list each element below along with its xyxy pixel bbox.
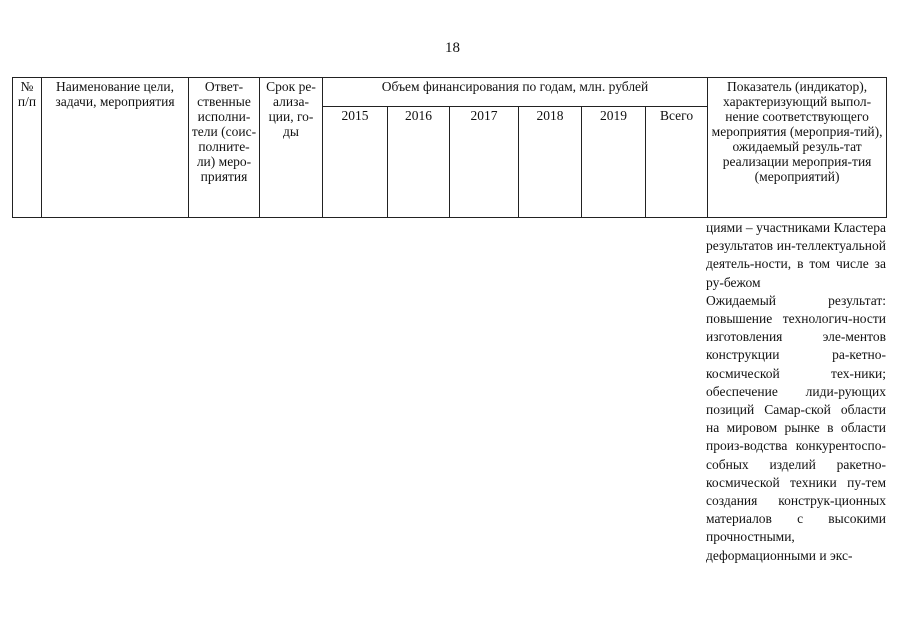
continuation-paragraph-1: циями – участниками Кластера результатов ин-теллектуальной деятель-ности, в том числе за ру-бежом <box>706 220 886 290</box>
year-2018-header: 2018 <box>519 107 582 218</box>
col-funding-header: Объем финансирования по годам, млн. рублей <box>323 78 708 107</box>
page-number: 18 <box>445 40 460 56</box>
col-name-header: Наименование цели, задачи, мероприятия <box>42 78 189 218</box>
col-executors-header: Ответ-ственные исполни-тели (соис-полните-ли) меро-приятия <box>189 78 260 218</box>
col-term-header: Срок ре-ализа-ции, го-ды <box>260 78 323 218</box>
total-header: Всего <box>646 107 708 218</box>
indicator-continuation <box>706 219 886 565</box>
col-indicator-header: Показатель (индикатор), характеризующий выпол-нение соответствующего мероприятия (мероприя-тий), ожидаемый резуль-тат реализации мероприя-тия (мероприятий) <box>708 78 887 218</box>
year-2016-header: 2016 <box>388 107 450 218</box>
year-2017-header: 2017 <box>450 107 519 218</box>
year-2015-header: 2015 <box>323 107 388 218</box>
funding-table-header <box>12 77 887 218</box>
year-2019-header: 2019 <box>582 107 646 218</box>
col-num-header: № п/п <box>13 78 42 218</box>
continuation-paragraph-2: Ожидаемый результат: повышение технологич-ности изготовления эле-ментов конструкции ра-кетно-космической тех-ники; обеспечение лиди-рующих позиций Самар-ской области на мировом рынке в области произ-водства конкурентоспо-собных изделий ракетно-космической техники пу-тем создания конструк-ционных материалов с высокими прочностными, деформационными и экс- <box>706 292 886 563</box>
